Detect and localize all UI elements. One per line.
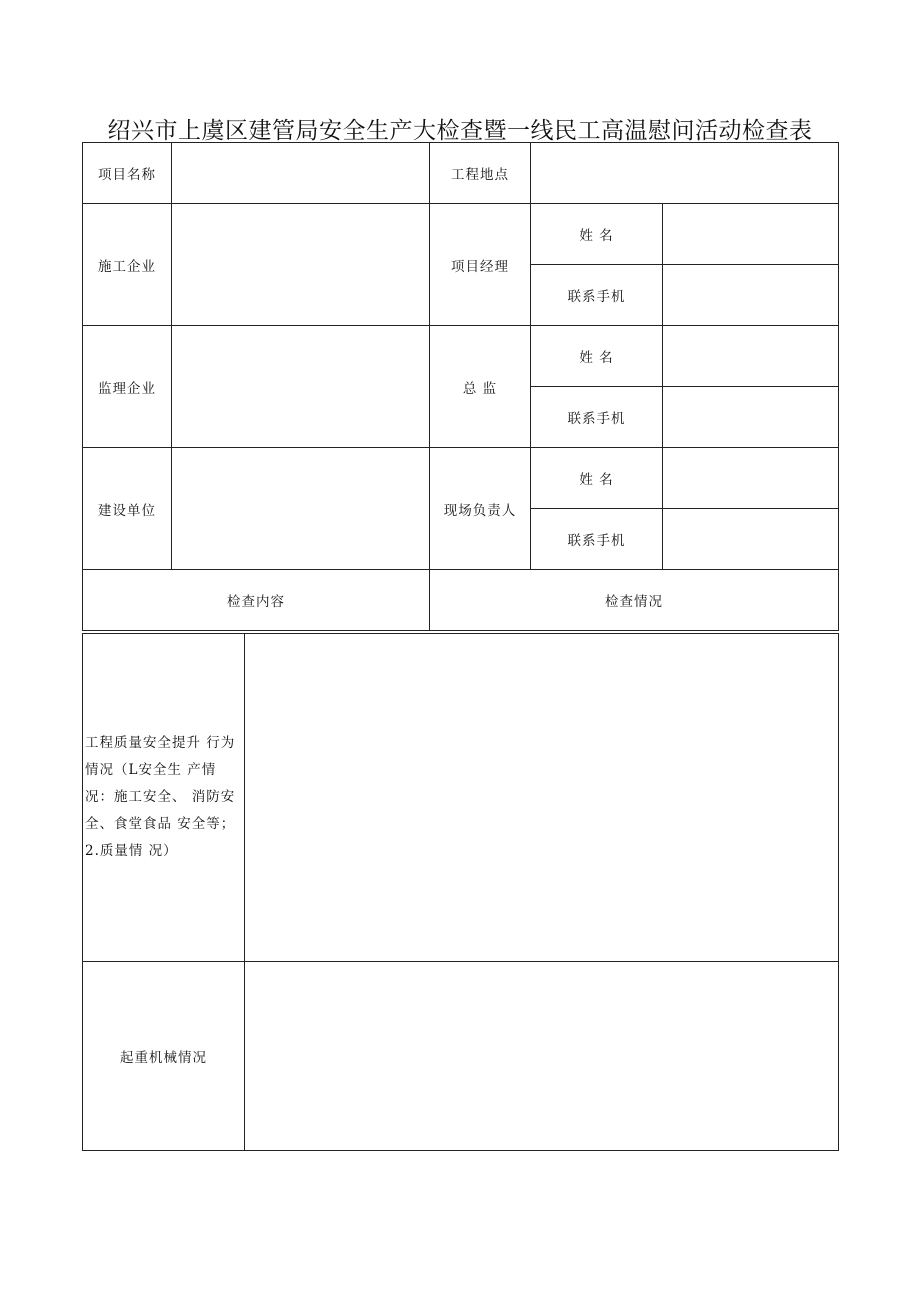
supervision-company-label: 监理企业 [83, 326, 172, 448]
inspection-content-header: 检查内容 [83, 570, 430, 631]
site-leader-name-field[interactable] [663, 448, 839, 509]
chief-supervisor-phone-field[interactable] [663, 387, 839, 448]
project-name-field[interactable] [172, 143, 430, 204]
quality-safety-result-field[interactable] [245, 634, 839, 962]
project-manager-label: 项目经理 [430, 204, 531, 326]
supervision-company-field[interactable] [172, 326, 430, 448]
project-manager-phone-field[interactable] [663, 265, 839, 326]
construction-company-field[interactable] [172, 204, 430, 326]
crane-item-label: 起重机械情况 [83, 962, 245, 1151]
inspection-result-header: 检查情况 [430, 570, 839, 631]
site-leader-phone-label: 联系手机 [531, 509, 663, 570]
owner-unit-label: 建设单位 [83, 448, 172, 570]
site-leader-phone-field[interactable] [663, 509, 839, 570]
site-leader-name-label: 姓 名 [531, 448, 663, 509]
chief-supervisor-label: 总 监 [430, 326, 531, 448]
page-title: 绍兴市上虞区建管局安全生产大检查暨一线民工高温慰问活动检查表 [107, 118, 813, 144]
project-manager-name-field[interactable] [663, 204, 839, 265]
project-manager-phone-label: 联系手机 [531, 265, 663, 326]
owner-unit-field[interactable] [172, 448, 430, 570]
project-manager-name-label: 姓 名 [531, 204, 663, 265]
chief-supervisor-name-field[interactable] [663, 326, 839, 387]
project-name-label: 项目名称 [83, 143, 172, 204]
project-location-field[interactable] [531, 143, 839, 204]
site-leader-label: 现场负责人 [430, 448, 531, 570]
chief-supervisor-name-label: 姓 名 [531, 326, 663, 387]
inspection-table [82, 633, 839, 1151]
project-info-table [82, 142, 839, 631]
construction-company-label: 施工企业 [83, 204, 172, 326]
chief-supervisor-phone-label: 联系手机 [531, 387, 663, 448]
quality-safety-item-label: 工程质量安全提升 行为情况（L安全生 产情况：施工安全、 消防安全、食堂食品 安全等；2.质量情 况） [83, 634, 245, 962]
project-location-label: 工程地点 [430, 143, 531, 204]
crane-result-field[interactable] [245, 962, 839, 1151]
